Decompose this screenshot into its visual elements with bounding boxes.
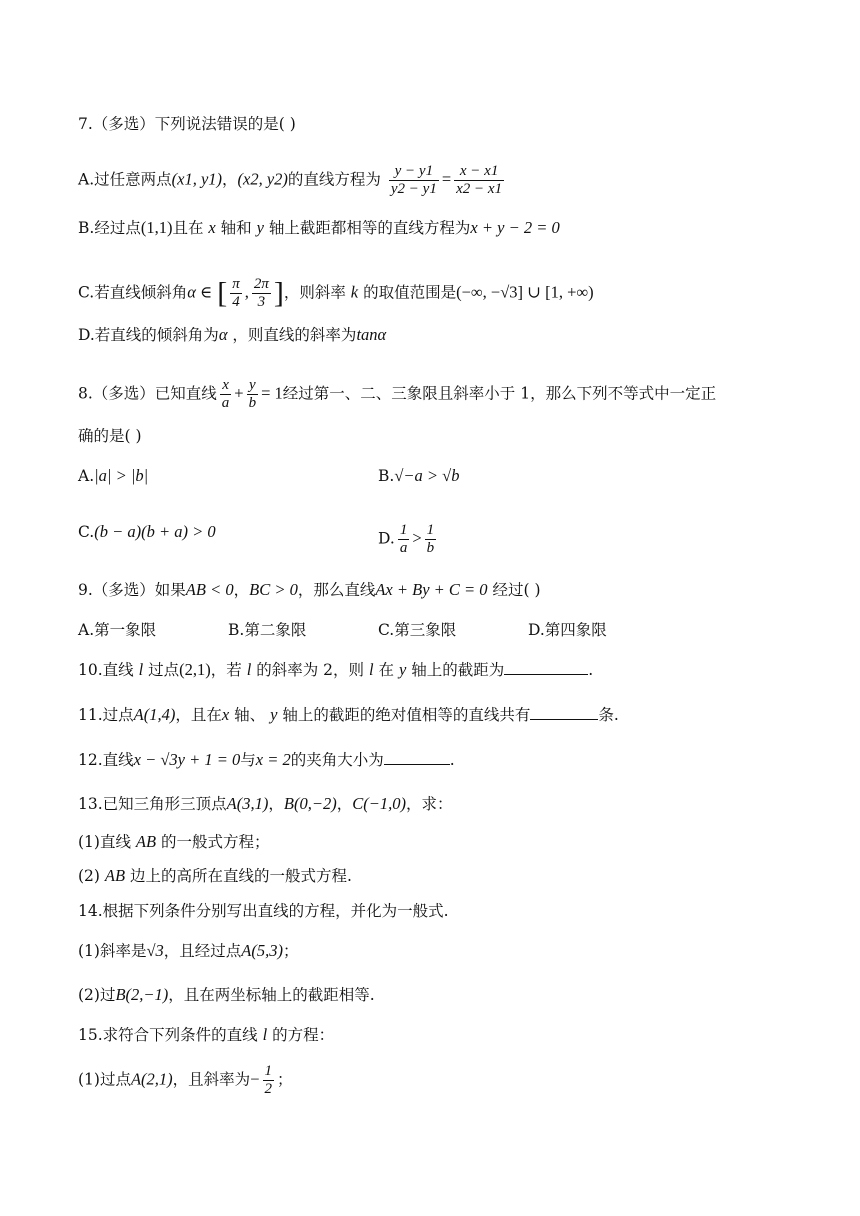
q14-stem: 14.根据下列条件分别写出直线的方程，并化为一般式.	[78, 902, 449, 920]
q7-option-a: A.过任意两点(x1, y1)，(x2, y2)的直线方程为 $\frac{y - y1}{y2 - y1}$ = $\frac{x - x1}{x2 - x1}$	[78, 163, 503, 197]
q9-option-b: B.第二象限	[228, 621, 307, 639]
q10: 10.直线 l 过点(2,1)，若 l 的斜率为 2，则 l 在 y 轴上的截距为 .	[78, 660, 594, 679]
q15-sub1: (1)过点A(2,1)，且斜率为− $\frac{1}{2}$ ；	[78, 1063, 293, 1097]
q7-a-fraction-right: $\frac{x - x1}{x2 - x1}$	[456, 163, 503, 197]
q8-stem-line2: 确的是( )	[78, 427, 142, 445]
answer-blank	[384, 750, 450, 765]
q7-a-fraction-left: $\frac{y - y1}{y2 - y1}$	[390, 163, 437, 197]
q8-option-a: A.|a| > |b|	[78, 466, 149, 485]
q7-option-c: C.若直线倾斜角α ∈ [ $\frac{\pi}{4}$ , $\frac{2\pi}{3}$ ]，则斜率 k 的取值范围是(−∞, −√3] ∪ [1, +∞)	[78, 276, 594, 310]
q11: 11.过点A(1,4)，且在x 轴、 y 轴上的截距的绝对值相等的直线共有 条.	[78, 705, 619, 724]
q8-option-c: C.(b − a)(b + a) > 0	[78, 522, 216, 541]
q8-option-d: D. $\frac{1}{a}$ > $\frac{1}{b}$	[378, 522, 435, 556]
q13-sub1: (1)直线 AB 的一般式方程；	[78, 832, 270, 851]
q9-stem: 9.（多选）如果AB < 0，BC > 0，那么直线Ax + By + C = 0 经过( )	[78, 580, 541, 599]
q15-stem: 15.求符合下列条件的直线 l 的方程：	[78, 1025, 335, 1044]
q9-option-c: C.第三象限	[378, 621, 457, 639]
q14-sub1: (1)斜率是√3，且经过点A(5,3)；	[78, 941, 299, 960]
q8-option-b: B.√−a > √b	[378, 466, 460, 485]
q14-sub2: (2)过B(2,−1)，且在两坐标轴上的截距相等.	[78, 985, 375, 1004]
answer-blank	[504, 660, 588, 675]
q12: 12.直线x − √3y + 1 = 0与x = 2的夹角大小为 .	[78, 750, 455, 769]
answer-blank	[530, 705, 598, 720]
q7-option-b: B.经过点(1,1)且在 x 轴和 y 轴上截距都相等的直线方程为x + y − 2 = 0	[78, 218, 560, 237]
q13-stem: 13.已知三角形三顶点A(3,1)，B(0,−2)，C(−1,0)，求：	[78, 794, 453, 813]
q7-option-d: D.若直线的倾斜角为α ，则直线的斜率为tanα	[78, 325, 387, 344]
q13-sub2: (2) AB 边上的高所在直线的一般式方程.	[78, 866, 352, 885]
q7-stem: 7.（多选）下列说法错误的是( )	[78, 115, 296, 133]
q9-option-a: A.第一象限	[78, 621, 157, 639]
q8-stem: 8.（多选）已知直线 $\frac{x}{a}$ + $\frac{y}{b}$ = 1经过第一、二、三象限且斜率小于 1，那么下列不等式中一定正	[78, 377, 717, 411]
q9-option-d: D.第四象限	[528, 621, 607, 639]
